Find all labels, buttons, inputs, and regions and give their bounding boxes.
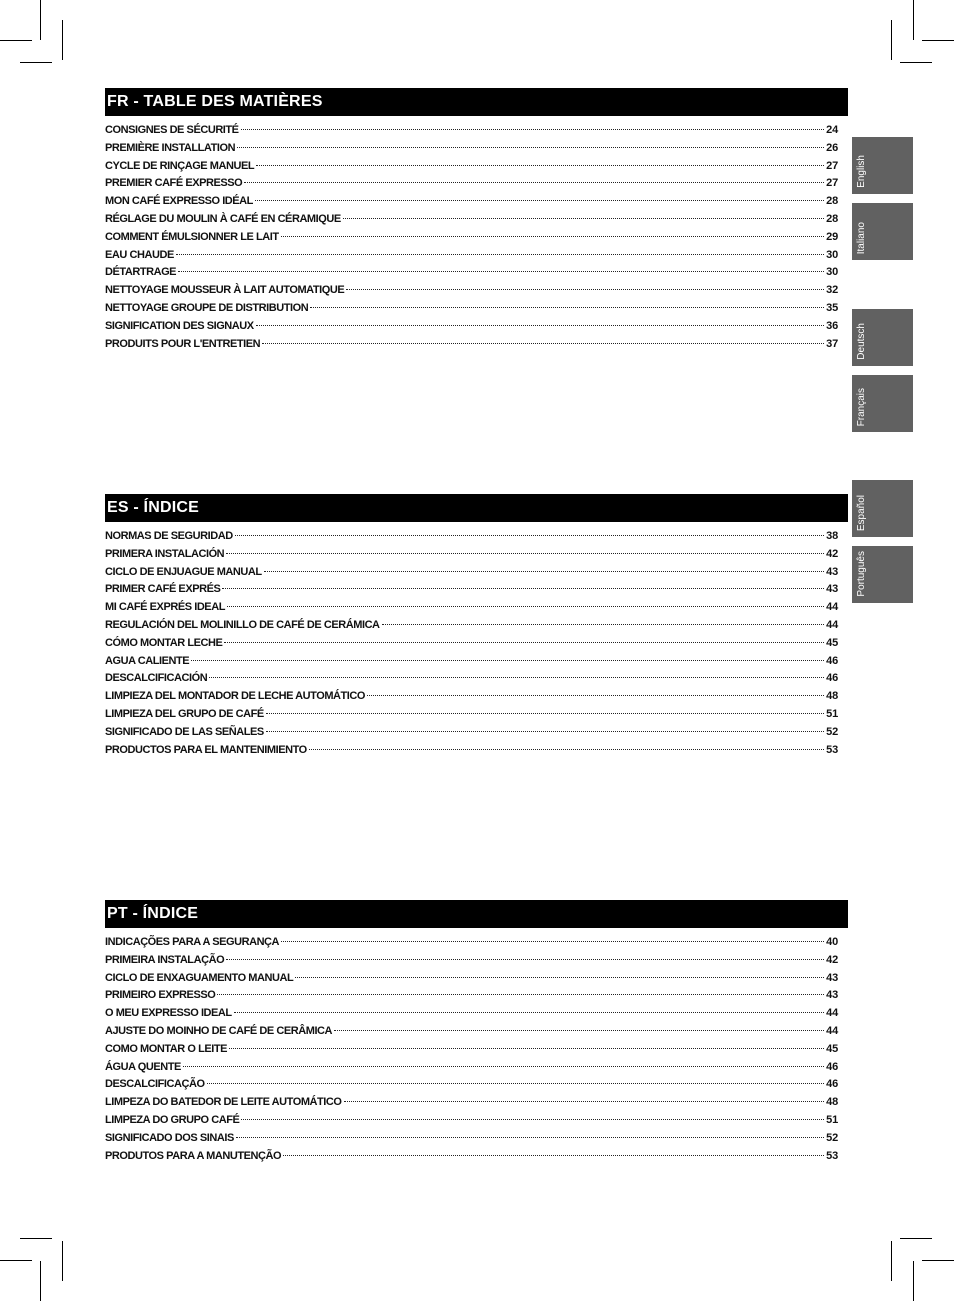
tab-espanol[interactable]	[852, 480, 913, 537]
toc-entry-page: 38	[826, 530, 838, 542]
leader-dots	[310, 306, 824, 308]
toc-entry-title: PREMIÈRE INSTALLATION	[105, 141, 236, 154]
leader-dots	[255, 199, 824, 201]
toc-entry-page: 43	[826, 583, 838, 596]
toc-entry-page: 43	[826, 971, 838, 984]
leader-dots	[244, 181, 824, 183]
toc-entry-page: 42	[826, 547, 838, 560]
toc-entry-title: CÓMO MONTAR LECHE	[105, 636, 223, 649]
toc-entry-title: AJUSTE DO MOINHO DE CAFÉ DE CERÂMICA	[105, 1024, 333, 1037]
toc-entry-page: 26	[826, 141, 838, 154]
toc-entry	[105, 247, 838, 265]
toc-entry	[105, 1005, 838, 1023]
toc-entry-title: MON CAFÉ EXPRESSO IDÉAL	[105, 195, 253, 208]
toc-entry	[105, 211, 838, 229]
toc-list	[105, 122, 838, 353]
toc-entry-page: 48	[826, 1096, 838, 1109]
leader-dots	[264, 570, 825, 572]
toc-entry-page: 36	[826, 319, 838, 332]
toc-entry-page: 29	[826, 230, 838, 243]
leader-dots	[191, 659, 824, 661]
toc-entry	[105, 193, 838, 211]
toc-entry-title: MI CAFÉ EXPRÉS IDEAL	[105, 601, 225, 614]
leader-dots	[241, 1118, 824, 1120]
leader-dots	[222, 587, 824, 589]
tab-label: Deutsch	[856, 323, 867, 360]
tab-label: Español	[856, 494, 867, 531]
toc-entry-page: 46	[826, 1060, 838, 1073]
tab-label: English	[856, 155, 867, 188]
leader-dots	[262, 342, 824, 344]
toc-entry	[105, 229, 838, 247]
leader-dots	[178, 270, 824, 272]
toc-entry	[105, 1041, 838, 1059]
leader-dots	[209, 676, 824, 678]
toc-entry-page: 27	[826, 159, 838, 172]
leader-dots	[281, 235, 825, 237]
toc-entry	[105, 688, 838, 706]
section-header: FR - TABLE DES MATIÈRES	[105, 88, 848, 116]
toc-entry-title: ÁGUA QUENTE	[105, 1060, 181, 1073]
toc-entry-page: 30	[826, 248, 838, 261]
leader-dots	[183, 1065, 824, 1067]
toc-entry-title: REGULACIÓN DEL MOLINILLO DE CAFÉ DE CERÁMICA	[105, 618, 380, 631]
toc-entry-title: PRODUCTOS PARA EL MANTENIMIENTO	[105, 743, 307, 756]
leader-dots	[241, 128, 825, 130]
toc-entry-page: 46	[826, 1078, 838, 1091]
leader-dots	[256, 164, 824, 166]
toc-entry-page: 43	[826, 565, 838, 578]
toc-entry	[105, 282, 838, 300]
toc-entry-page: 28	[826, 195, 838, 208]
leader-dots	[176, 253, 824, 255]
toc-entry	[105, 175, 838, 193]
toc-entry-page: 32	[826, 284, 838, 297]
toc-entry-title: LIMPEZA DO BATEDOR DE LEITE AUTOMÁTICO	[105, 1096, 342, 1109]
toc-section-es	[105, 494, 848, 759]
toc-entry	[105, 264, 838, 282]
toc-entry-title: PRODUTOS PARA A MANUTENÇÃO	[105, 1149, 282, 1162]
toc-entry-page: 45	[826, 636, 838, 649]
toc-entry	[105, 546, 838, 564]
leader-dots	[226, 552, 824, 554]
tab-english[interactable]	[852, 137, 913, 194]
toc-entry-page: 46	[826, 654, 838, 667]
toc-entry-title: COMMENT ÉMULSIONNER LE LAIT	[105, 230, 279, 243]
toc-entry-title: LIMPIEZA DEL GRUPO DE CAFÉ	[105, 707, 264, 720]
toc-section-fr	[105, 88, 848, 353]
leader-dots	[217, 993, 824, 995]
toc-entry-page: 46	[826, 672, 838, 685]
toc-entry-page: 28	[826, 212, 838, 225]
toc-entry	[105, 987, 838, 1005]
tab-deutsch[interactable]	[852, 309, 913, 366]
toc-entry-title: DESCALCIFICAÇÃO	[105, 1078, 205, 1091]
toc-entry-title: NETTOYAGE MOUSSEUR À LAIT AUTOMATIQUE	[105, 284, 345, 297]
toc-entry-title: DESCALCIFICACIÓN	[105, 672, 208, 685]
toc-entry	[105, 617, 838, 635]
toc-entry-title: CYCLE DE RINÇAGE MANUEL	[105, 159, 255, 172]
toc-section-pt	[105, 900, 848, 1165]
toc-entry-title: SIGNIFICADO DE LAS SEÑALES	[105, 725, 264, 738]
leader-dots	[226, 958, 824, 960]
leader-dots	[344, 1100, 825, 1102]
toc-entry-page: 53	[826, 1149, 838, 1162]
toc-entry-page: 44	[826, 601, 838, 614]
toc-list	[105, 528, 838, 759]
toc-entry-page: 51	[826, 1113, 838, 1126]
toc-entry	[105, 158, 838, 176]
toc-entry	[105, 318, 838, 336]
toc-entry-title: O MEU EXPRESSO IDEAL	[105, 1007, 232, 1020]
toc-entry	[105, 122, 838, 140]
leader-dots	[309, 748, 824, 750]
toc-entry-page: 43	[826, 989, 838, 1002]
leader-dots	[207, 1082, 825, 1084]
toc-entry-title: SIGNIFICATION DES SIGNAUX	[105, 319, 254, 332]
toc-entry-title: NORMAS DE SEGURIDAD	[105, 530, 233, 542]
toc-entry-title: PRIMERA INSTALACIÓN	[105, 547, 225, 560]
toc-entry	[105, 140, 838, 158]
leader-dots	[346, 288, 824, 290]
toc-entry-title: CICLO DE ENJUAGUE MANUAL	[105, 565, 262, 578]
toc-entry-title: PREMIER CAFÉ EXPRESSO	[105, 177, 243, 190]
toc-entry-page: 24	[826, 124, 838, 136]
leader-dots	[295, 976, 824, 978]
toc-entry	[105, 1059, 838, 1077]
toc-entry	[105, 599, 838, 617]
toc-entry	[105, 564, 838, 582]
toc-entry-title: COMO MONTAR O LEITE	[105, 1042, 228, 1055]
tab-label: Português	[856, 551, 867, 597]
toc-entry-title: INDICAÇÕES PARA A SEGURANÇA	[105, 936, 280, 948]
toc-entry-title: CONSIGNES DE SÉCURITÉ	[105, 124, 239, 136]
toc-entry	[105, 670, 838, 688]
toc-entry-page: 27	[826, 177, 838, 190]
toc-entry-page: 42	[826, 953, 838, 966]
toc-entry	[105, 581, 838, 599]
toc-entry-title: LIMPIEZA DEL MONTADOR DE LECHE AUTOMÁTICO	[105, 690, 366, 703]
leader-dots	[224, 641, 824, 643]
toc-entry-page: 44	[826, 618, 838, 631]
leader-dots	[234, 1011, 824, 1013]
toc-entry-page: 40	[826, 936, 838, 948]
tab-italiano[interactable]	[852, 203, 913, 260]
tab-label: Italiano	[856, 221, 867, 254]
toc-entry	[105, 706, 838, 724]
leader-dots	[281, 940, 824, 942]
toc-entry-page: 52	[826, 725, 838, 738]
toc-entry-page: 44	[826, 1007, 838, 1020]
toc-entry-title: AGUA CALIENTE	[105, 654, 190, 667]
toc-entry-page: 53	[826, 743, 838, 756]
leader-dots	[237, 146, 824, 148]
tab-label: Français	[856, 387, 867, 426]
leader-dots	[382, 623, 825, 625]
toc-entry-title: NETTOYAGE GROUPE DE DISTRIBUTION	[105, 301, 309, 314]
toc-entry	[105, 724, 838, 742]
toc-list	[105, 934, 838, 1165]
toc-entry	[105, 970, 838, 988]
toc-entry-page: 30	[826, 266, 838, 279]
toc-entry	[105, 1130, 838, 1148]
toc-entry	[105, 1148, 838, 1166]
toc-entry-page: 51	[826, 707, 838, 720]
section-header: PT - ÍNDICE	[105, 900, 848, 928]
leader-dots	[367, 694, 824, 696]
toc-entry-page: 48	[826, 690, 838, 703]
leader-dots	[343, 217, 824, 219]
leader-dots	[236, 1136, 824, 1138]
toc-entry-title: PRIMEIRA INSTALAÇÃO	[105, 953, 225, 966]
toc-entry-title: PRIMEIRO EXPRESSO	[105, 989, 216, 1002]
toc-entry-title: EAU CHAUDE	[105, 248, 174, 261]
toc-entry-page: 37	[826, 337, 838, 350]
leader-dots	[235, 534, 824, 536]
toc-entry	[105, 1076, 838, 1094]
toc-entry-page: 52	[826, 1131, 838, 1144]
toc-entry	[105, 1023, 838, 1041]
toc-entry	[105, 300, 838, 318]
toc-entry-title: RÉGLAGE DU MOULIN À CAFÉ EN CÉRAMIQUE	[105, 212, 341, 225]
toc-entry	[105, 1094, 838, 1112]
toc-entry	[105, 742, 838, 760]
toc-entry-page: 44	[826, 1024, 838, 1037]
leader-dots	[229, 1047, 824, 1049]
toc-entry-title: PRIMER CAFÉ EXPRÉS	[105, 583, 221, 596]
toc-entry-title: DÉTARTRAGE	[105, 266, 177, 279]
leader-dots	[283, 1154, 824, 1156]
tab-francais[interactable]	[852, 375, 913, 432]
toc-entry	[105, 528, 838, 546]
toc-entry-page: 35	[826, 301, 838, 314]
toc-entry	[105, 934, 838, 952]
leader-dots	[334, 1029, 824, 1031]
toc-entry	[105, 635, 838, 653]
toc-entry	[105, 952, 838, 970]
tab-portugues[interactable]	[852, 546, 913, 603]
toc-entry	[105, 653, 838, 671]
toc-entry-page: 45	[826, 1042, 838, 1055]
toc-entry	[105, 1112, 838, 1130]
leader-dots	[227, 605, 824, 607]
toc-entry-title: PRODUITS POUR L'ENTRETIEN	[105, 337, 261, 350]
section-header: ES - ÍNDICE	[105, 494, 848, 522]
leader-dots	[256, 324, 824, 326]
toc-entry-title: SIGNIFICADO DOS SINAIS	[105, 1131, 234, 1144]
leader-dots	[266, 712, 824, 714]
toc-entry-title: LIMPEZA DO GRUPO CAFÉ	[105, 1113, 240, 1126]
leader-dots	[266, 730, 824, 732]
toc-entry	[105, 336, 838, 354]
toc-entry-title: CICLO DE ENXAGUAMENTO MANUAL	[105, 971, 294, 984]
